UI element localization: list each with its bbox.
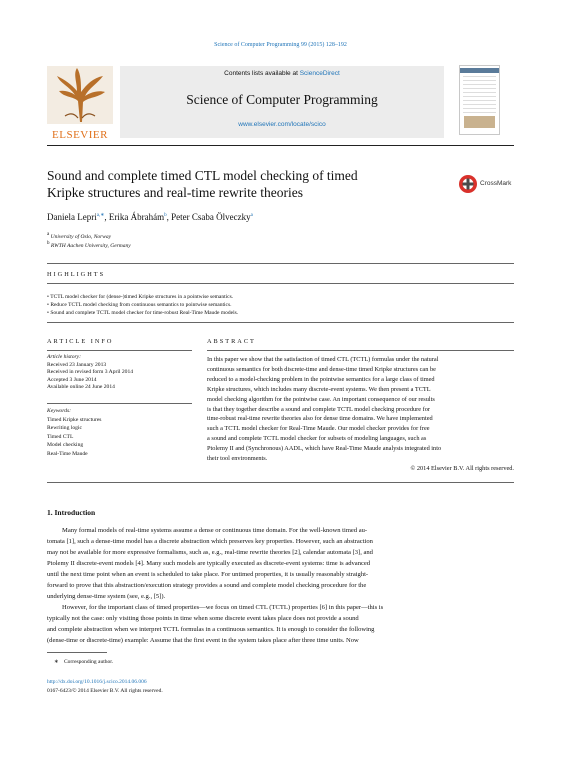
affiliations (47, 233, 131, 251)
footnote-text: Corresponding author. (63, 659, 114, 665)
abstract-line: Kripke structures, which includes many discrete-event systems. We then present a TCTL (207, 385, 431, 393)
footnote-mark: ∗ (54, 659, 59, 665)
highlight-text: Sound and complete TCTL model checker for time-robust Real-Time Maude models. (50, 310, 239, 316)
intro-line: (dense-time or discrete-time) example: Assume that the first event in the system takes place after three time units. Now (47, 637, 359, 644)
paper-title-line-2: Kripke structures and real-time rewrite theories (47, 185, 304, 200)
paper-title (47, 167, 447, 201)
doi-link[interactable]: http://dx.doi.org/10.1016/j.scico.2014.06.006 (47, 679, 147, 685)
history-item: Accepted 3 June 2014 (47, 376, 97, 383)
history-item: Received 23 January 2013 (47, 361, 107, 368)
abstract-line: a sound and complete TCTL model checker for subsets of modeling languages, such as (207, 435, 427, 443)
contents-line (120, 70, 444, 77)
article-info-heading: ARTICLE INFO (47, 338, 114, 345)
author-list: Daniela Lepri$^{a,∗}$, Erika Ábrahám$^b$, Peter Csaba Ölveczky$^a$ (47, 212, 253, 222)
affiliation-text: RWTH Aachen University, Germany (50, 243, 131, 249)
keywords-label: Keywords: (47, 408, 72, 414)
cover-image (464, 116, 495, 128)
intro-line: typically not the case: only visiting those points in time when some discrete event takes place does not provide a sound (47, 615, 359, 622)
crossmark-icon (458, 174, 478, 194)
abstract-line: model checking algorithm for the pointwise case. An important consequence of our results (207, 395, 435, 403)
intro-line: Many formal models of real-time systems assume a dense or continuous time domain. For the well-known timed au- (62, 527, 368, 534)
cover-text-lines (463, 76, 496, 116)
author-marks[interactable]: b (164, 213, 167, 218)
keyword: Model checking (47, 442, 84, 448)
abstract-line: In this paper we show that the satisfaction of timed CTL (TCTL) formulas under the natural (207, 356, 439, 363)
cover-band (460, 68, 499, 73)
journal-reference[interactable]: Science of Computer Programming 99 (2015) 128–192 (214, 42, 347, 48)
footnote (54, 659, 113, 665)
intro-line: may not be available for more expressive formalisms, such as, e.g., real-time rewrite theories [2], calendar automata [3], and (47, 549, 373, 556)
affiliation-b (47, 242, 131, 251)
keyword: Timed CTL (47, 433, 74, 440)
author-name: Daniela Lepri (47, 212, 97, 222)
paper-title-line-1: Sound and complete timed CTL model checking of timed (47, 168, 358, 183)
affiliation-mark: a (47, 232, 50, 238)
abstract-line: Ptolemy II and (Synchronous) AADL, which have Real-Time Maude analysis integrated into (207, 445, 442, 453)
abstract-body (207, 355, 514, 474)
journal-homepage-link[interactable]: www.elsevier.com/locate/scico (238, 121, 326, 128)
author-3 (171, 212, 253, 222)
intro-line: Ptolemy II discrete-event models [4]. Many such models are typically executed as discrete-event systems: time is advanced (47, 560, 371, 567)
intro-line: and complete abstraction when we interpret TCTL formulas in a continuous semantics. It is enough to consider the following (47, 626, 375, 633)
keyword: Timed Kripke structures (47, 416, 102, 423)
history-label: Article history: (47, 354, 82, 360)
author-2 (109, 212, 167, 222)
highlight-item: • Sound and complete TCTL model checker for time-robust Real-Time Maude models. (47, 310, 239, 316)
journal-cover-thumbnail (459, 65, 500, 135)
highlight-text: TCTL model checker for (dense-)timed Kripke structures in a pointwise semantics. (50, 294, 234, 300)
contents-prefix: Contents lists available at (224, 70, 298, 77)
journal-title: Science of Computer Programming (186, 92, 378, 107)
intro-line: forward to prove that this abstraction/execution strategy provides a sound and complete model checking procedure for the (47, 582, 367, 589)
author-marks[interactable]: a,∗ (96, 213, 105, 218)
author-marks[interactable]: a (250, 213, 253, 218)
article-history (47, 354, 197, 392)
intro-line: However, for the important class of timed properties—we focus on timed CTL (TCTL) properties [6] in this paper—this is (62, 604, 384, 611)
publisher-name: ELSEVIER (52, 129, 108, 141)
intro-line: tomata [1], such a dense-time model has a discrete abstraction which preserves key properties. However, such an abstraction (47, 538, 373, 545)
affiliation-mark: b (47, 241, 50, 247)
highlight-item: • Reduce TCTL model checking from continuous semantics to pointwise semantics. (47, 302, 232, 308)
abstract-line: such a TCTL model checker for Real-Time Maude. Our model checker provides for free (207, 425, 430, 433)
author-name: Peter Csaba Ölveczky (171, 212, 251, 222)
intro-body (47, 525, 514, 646)
abstract-heading: ABSTRACT (207, 338, 256, 345)
highlight-item: • TCTL model checker for (dense-)timed Kripke structures in a pointwise semantics. (47, 294, 234, 300)
abstract-line: time-robust real-time rewrite theories also for dense time domains. We have implemented (207, 415, 433, 423)
history-item: Available online 24 June 2014 (47, 384, 115, 391)
intro-line: underlying dense-time system (see, e.g., [5]). (47, 593, 166, 600)
issn-line: 0167-6423/© 2014 Elsevier B.V. All rights reserved. (47, 688, 163, 694)
crossmark-label: CrossMark (480, 180, 512, 187)
sciencedirect-link[interactable]: ScienceDirect (299, 70, 340, 77)
affiliation-text: University of Oslo, Norway (50, 234, 112, 240)
keywords (47, 407, 197, 458)
copyright: © 2014 Elsevier B.V. All rights reserved. (410, 464, 514, 472)
abstract-line: their tool environments. (207, 455, 268, 463)
keyword: Real-Time Maude (47, 450, 88, 457)
author-name: Erika Ábrahám (108, 212, 165, 222)
crossmark-badge[interactable] (458, 174, 518, 194)
masthead (120, 66, 444, 138)
intro-line: until the next time point when an event is scheduled to take place. For untimed properties, it is usually reasonably straight- (47, 571, 369, 578)
keyword: Rewriting logic (47, 425, 82, 431)
highlights-list (47, 293, 238, 317)
elsevier-tree-icon (47, 66, 113, 124)
abstract-line: continuous semantics for both discrete-time and dense-time timed Kripke structures can be (207, 365, 436, 373)
abstract-line: reduced to a model-checking problem in the pointwise semantics for a large class of timed (207, 375, 435, 383)
elsevier-logo (47, 66, 113, 141)
affiliation-a (47, 233, 131, 242)
highlight-text: Reduce TCTL model checking from continuous semantics to pointwise semantics. (50, 302, 232, 308)
author-1 (47, 212, 104, 222)
section-heading: 1. Introduction (47, 508, 96, 517)
highlights-heading: HIGHLIGHTS (47, 271, 106, 278)
abstract-line: is that they together describe a sound and complete TCTL model checking procedure for (207, 405, 430, 413)
history-item: Received in revised form 3 April 2014 (47, 369, 134, 376)
